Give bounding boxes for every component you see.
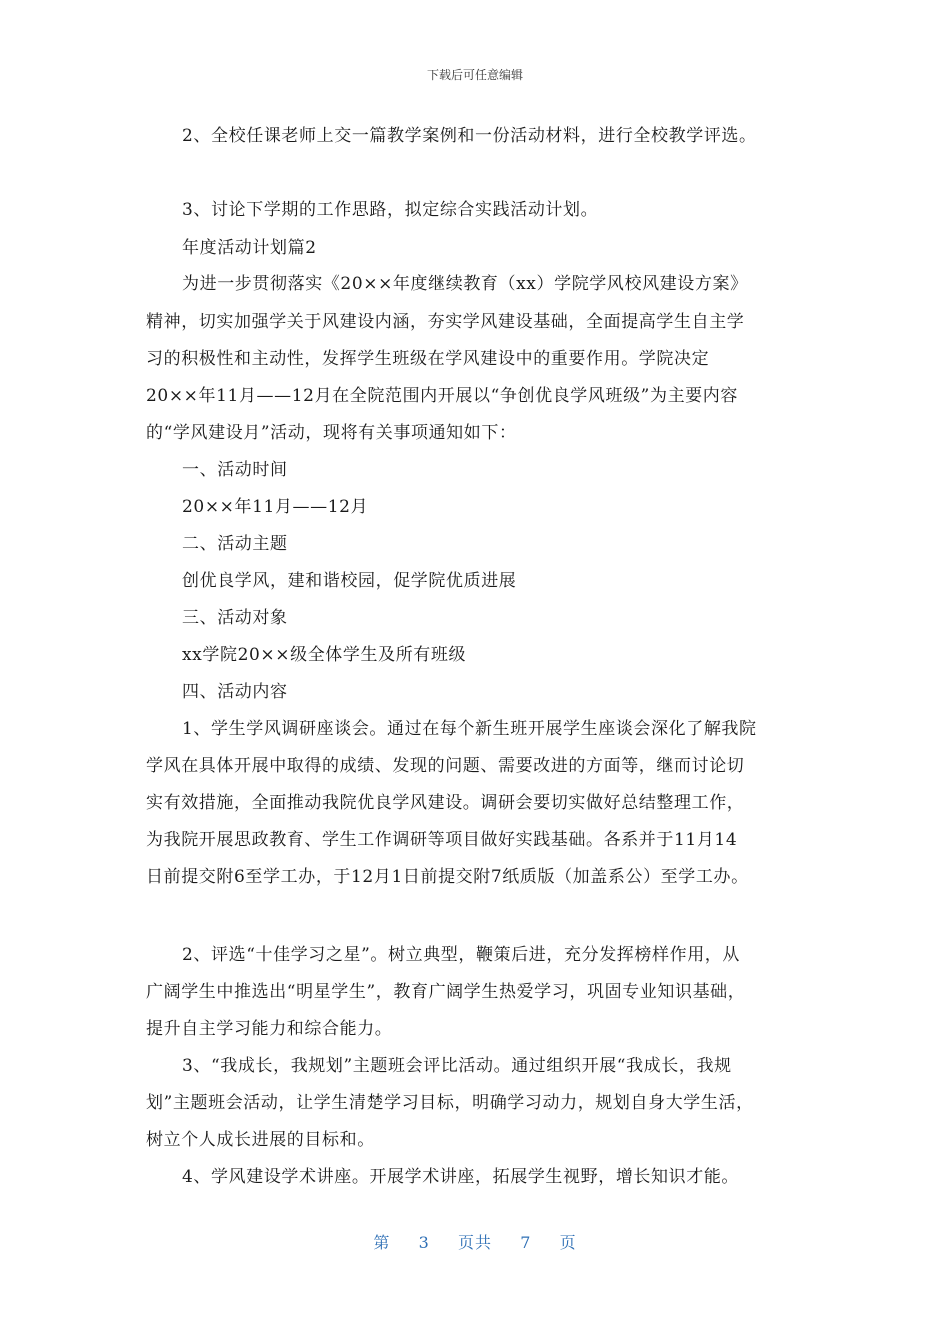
section-heading: 年度活动计划篇2 xyxy=(182,238,317,258)
paragraph-line: 2、评选“十佳学习之星”。树立典型，鞭策后进，充分发挥榜样作用，从 xyxy=(182,945,740,965)
paragraph-line: 实有效措施，全面推动我院优良学风建设。调研会要切实做好总结整理工作， xyxy=(146,793,745,813)
paragraph-line: 划”主题班会活动，让学生清楚学习目标，明确学习动力，规划自身大学生活， xyxy=(146,1093,754,1113)
page-header: 下载后可任意编辑 xyxy=(426,68,523,82)
section-heading: 三、活动对象 xyxy=(182,608,288,628)
footer-end-label: 页 xyxy=(559,1233,577,1252)
paragraph-line: 树立个人成长进展的目标和。 xyxy=(146,1130,375,1150)
paragraph-line: 1、学生学风调研座谈会。通过在每个新生班开展学生座谈会深化了解我院 xyxy=(182,719,757,739)
paragraph-line: 精神，切实加强学关于风建设内涵，夯实学风建设基础，全面提高学生自主学 xyxy=(146,312,745,332)
paragraph-line: 习的积极性和主动性，发挥学生班级在学风建设中的重要作用。学院决定 xyxy=(146,349,710,369)
paragraph-line: 3、“我成长，我规划”主题班会评比活动。通过组织开展“我成长，我规 xyxy=(182,1056,732,1076)
section-heading: 四、活动内容 xyxy=(182,682,288,702)
section-heading: 二、活动主题 xyxy=(182,534,288,554)
paragraph-line: 4、学风建设学术讲座。开展学术讲座，拓展学生视野，增长知识才能。 xyxy=(182,1167,740,1187)
footer-page-number: 3 xyxy=(418,1233,430,1252)
footer-page-label: 第 xyxy=(373,1233,391,1252)
paragraph-line: 广阔学生中推选出“明星学生”，教育广阔学生热爱学习，巩固专业知识基础， xyxy=(146,982,746,1002)
paragraph-line: 为我院开展思政教育、学生工作调研等项目做好实践基础。各系并于11月14 xyxy=(146,830,738,850)
paragraph-line: 提升自主学习能力和综合能力。 xyxy=(146,1019,393,1039)
paragraph-line: 20××年11月——12月在全院范围内开展以“争创优良学风班级”为主要内容 xyxy=(146,386,738,406)
paragraph-line: 20××年11月——12月 xyxy=(182,497,369,517)
paragraph-line: xx学院20××级全体学生及所有班级 xyxy=(182,645,467,665)
paragraph-line: 学风在具体开展中取得的成绩、发现的问题、需要改进的方面等，继而讨论切 xyxy=(146,756,745,776)
paragraph-line: 3、讨论下学期的工作思路，拟定综合实践活动计划。 xyxy=(182,200,599,220)
paragraph-line: 创优良学风，建和谐校园，促学院优质进展 xyxy=(182,571,517,591)
paragraph-line: 2、全校任课老师上交一篇教学案例和一份活动材料，进行全校教学评选。 xyxy=(182,126,757,146)
paragraph-line: 日前提交附6至学工办，于12月1日前提交附7纸质版（加盖系公）至学工办。 xyxy=(146,867,749,887)
page-footer xyxy=(0,1230,950,1253)
footer-mid-label: 页共 xyxy=(457,1233,492,1252)
section-heading: 一、活动时间 xyxy=(182,460,288,480)
paragraph-line: 为进一步贯彻落实《20××年度继续教育（xx）学院学风校风建设方案》 xyxy=(182,274,748,294)
footer-total-pages: 7 xyxy=(520,1233,532,1252)
paragraph-line: 的“学风建设月”活动，现将有关事项通知如下： xyxy=(146,423,517,443)
